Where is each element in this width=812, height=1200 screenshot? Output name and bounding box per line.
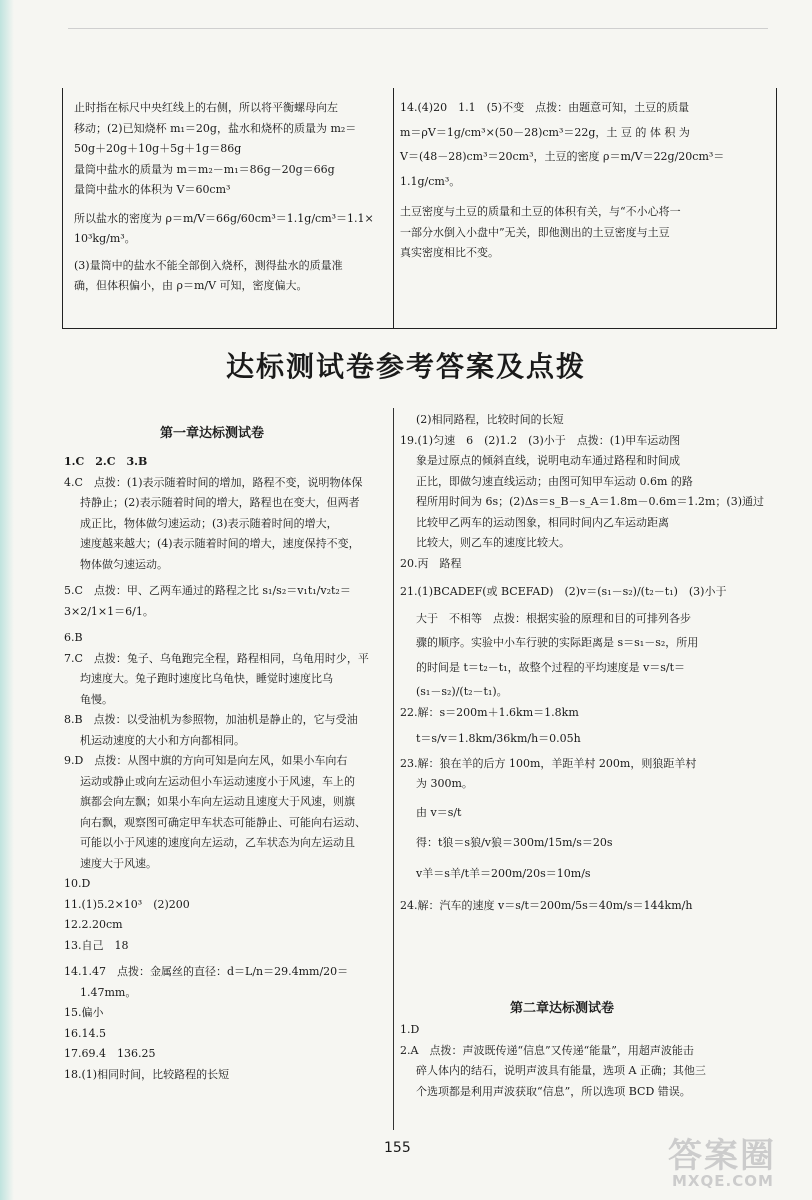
answer-line: 4.C 点拨：(1)表示随着时间的增加，路程不变，说明物体保 — [64, 475, 363, 489]
answer-line: 8.B 点拨：以受油机为参照物，加油机是静止的，它与受油 — [64, 713, 358, 726]
column-divider — [393, 408, 394, 1130]
chapter-2-answers — [400, 1020, 772, 1102]
answer-line: 17.69.4 136.25 — [64, 1047, 156, 1060]
answer-line: 骤的顺序。实验中小车行驶的实际距离是 s＝s₁－s₂，所用 — [416, 636, 699, 649]
text-line: 移动；(2)已知烧杯 m₁＝20g，盐水和烧杯的质量为 m₂＝ — [74, 121, 357, 135]
top-right-answers — [400, 98, 770, 264]
text-line: 所以盐水的密度为 ρ＝m/V＝66g/60cm³＝1.1g/cm³＝1.1× — [74, 211, 374, 225]
page-number: 155 — [384, 1140, 411, 1156]
answer-line: 由 v＝s/t — [416, 805, 462, 819]
answer-line: 19.(1)匀速 6 (2)1.2 (3)小于 点拨：(1)甲车运动图 — [400, 433, 681, 447]
text-line: 土豆密度与土豆的质量和土豆的体积有关，与“不小心将一 — [400, 205, 681, 218]
answer-line: 21.(1)BCADEF(或 BCEFAD) (2)v＝(s₁－s₂)/(t₂－t₁) (3)小于 — [400, 585, 727, 598]
answer-line: 24.解：汽车的速度 v＝s/t＝200m/5s＝40m/s＝144km/h — [400, 899, 693, 912]
answer-line: 5.C 点拨：甲、乙两车通过的路程之比 s₁/s₂＝v₁t₁/v₂t₂＝3×2/1×1＝6/1。 — [64, 584, 351, 618]
section-title-chapter-1: 第一章达标测试卷 — [160, 426, 265, 441]
answer-line: 正比，即做匀速直线运动；由图可知甲车运动 0.6m 的路 — [416, 474, 693, 488]
answer-line: 比较甲乙两车的运动图象，相同时间内乙车运动距离 — [416, 515, 669, 529]
answer-line: 均速度大。兔子跑时速度比乌龟快，睡觉时速度比乌 — [80, 672, 333, 685]
answer-line: 速度大于风速。 — [80, 856, 157, 870]
watermark-url: MXQE.COM — [672, 1172, 774, 1190]
answer-line: 旗都会向左飘；如果小车向左运动且速度大于风速，则旗 — [80, 795, 355, 808]
answer-line: 的时间是 t＝t₂－t₁，故整个过程的平均速度是 v＝s/t＝ — [416, 660, 686, 674]
answer-line: 2.A 点拨：声波既传递“信息”又传递“能量”，用超声波能击 — [400, 1043, 694, 1057]
answer-line: 23.解：狼在羊的后方 100m，羊距羊村 200m，则狼距羊村 — [400, 756, 697, 770]
section-title-chapter-2: 第二章达标测试卷 — [510, 1001, 615, 1016]
answer-line: 个选项都是利用声波获取“信息”，所以选项 BCD 错误。 — [416, 1084, 691, 1098]
chapter-1-answers-left — [64, 452, 384, 1085]
answer-line: 速度越来越大；(4)表示随着时间的增大，速度保持不变， — [80, 537, 360, 550]
answer-line: 13.自己 18 — [64, 938, 129, 952]
text-line: V＝(48－28)cm³＝20cm³，土豆的密度 ρ＝m/V＝22g/20cm³＝ — [400, 150, 725, 163]
answer-line: 1.D — [400, 1023, 420, 1036]
answer-line: 比较大，则乙车的速度比较大。 — [416, 536, 570, 549]
answer-line: 18.(1)相同时间，比较路程的长短 — [64, 1067, 230, 1081]
answer-line: (s₁－s₂)/(t₂－t₁)。 — [416, 685, 508, 698]
answer-line: 11.(1)5.2×10³ (2)200 — [64, 897, 190, 911]
answer-line: 机运动速度的大小和方向都相同。 — [80, 733, 245, 747]
answer-line: t＝s/v＝1.8km/36km/h＝0.05h — [416, 732, 581, 745]
text-line: m＝ρV＝1g/cm³×(50－28)cm³＝22g，土 豆 的 体 积 为 — [400, 125, 690, 139]
answer-line: 为 300m。 — [416, 777, 473, 790]
answer-line: 6.B — [64, 631, 83, 644]
text-line: 50g＋20g＋10g＋5g＋1g＝86g — [74, 142, 242, 155]
answer-line: 程所用时间为 6s；(2)Δs＝s_B－s_A＝1.8m－0.6m＝1.2m；(3)通过 — [416, 495, 764, 508]
answer-line: 16.14.5 — [64, 1026, 106, 1040]
answer-line: v羊＝s羊/t羊＝200m/20s＝10m/s — [416, 866, 591, 880]
answer-line: 持静止；(2)表示随着时间的增大，路程也在变大，但两者 — [80, 496, 360, 509]
answer-line: 得：t狼＝s狼/v狼＝300m/15m/s＝20s — [416, 836, 613, 849]
watermark-logo — [648, 1128, 808, 1194]
answer-line: 12.2.20cm — [64, 918, 123, 931]
top-rule — [68, 28, 768, 29]
answer-line: 象是过原点的倾斜直线，说明电动车通过路程和时间成 — [416, 454, 680, 467]
text-line: 止时指在标尺中央红线上的右侧，所以将平衡螺母向左 — [74, 101, 338, 114]
chapter-1-answers-right — [400, 410, 772, 917]
page-title: 达标测试卷参考答案及点拨 — [225, 350, 586, 383]
answer-line: 10.D — [64, 877, 91, 890]
answer-line: 可能以小于风速的速度向左运动，乙车状态为向左运动且 — [80, 836, 355, 849]
answer-line: 龟慢。 — [80, 692, 113, 706]
answer-line: 大于 不相等 点拨：根据实验的原理和目的可排列各步 — [416, 611, 691, 625]
answer-line: 9.D 点拨：从图中旗的方向可知是向左风，如果小车向右 — [64, 754, 348, 767]
answer-line: 20.丙 路程 — [400, 556, 462, 570]
text-line: 量筒中盐水的质量为 m＝m₂－m₁＝86g－20g＝66g — [74, 162, 335, 176]
text-line: 真实密度相比不变。 — [400, 246, 499, 259]
answer-line: 14.1.47 点拨：金属丝的直径：d＝L/n＝29.4mm/20＝ — [64, 965, 349, 978]
text-line: 量筒中盐水的体积为 V＝60cm³ — [74, 183, 231, 196]
answer-line: 1.C 2.C 3.B — [64, 455, 148, 468]
answer-line: 7.C 点拨：兔子、乌龟跑完全程，路程相同，乌龟用时少，平 — [64, 651, 369, 665]
text-line: 10³kg/m³。 — [74, 232, 136, 245]
text-line: 1.1g/cm³。 — [400, 174, 461, 188]
answer-line: 运动或静止或向左运动但小车运动速度小于风速，车上的 — [80, 774, 355, 788]
text-line: 确，但体积偏小，由 ρ＝m/V 可知，密度偏大。 — [74, 279, 308, 292]
answer-line: 成正比，物体做匀速运动；(3)表示随着时间的增大， — [80, 516, 338, 530]
text-line: (3)量筒中的盐水不能全部倒入烧杯，测得盐水的质量准 — [74, 258, 343, 272]
answer-line: (2)相同路程，比较时间的长短 — [416, 413, 564, 426]
answer-line: 1.47mm。 — [80, 985, 137, 999]
answer-line: 向右飘，观察图可确定甲车状态可能静止、可能向右运动、 — [80, 815, 366, 829]
watermark-text: 答案圈 — [668, 1136, 776, 1176]
answer-line: 22.解：s＝200m＋1.6km＝1.8km — [400, 705, 579, 719]
answer-line: 物体做匀速运动。 — [80, 557, 168, 571]
answer-line: 15.偏小 — [64, 1006, 104, 1019]
page-edge-tint — [0, 0, 14, 1200]
top-left-answers — [74, 98, 384, 297]
text-line: 一部分水倒入小盘中”无关，即他测出的土豆密度与土豆 — [400, 225, 670, 239]
text-line: 14.(4)20 1.1 (5)不变 点拨：由题意可知，土豆的质量 — [400, 101, 690, 114]
answer-line: 碎人体内的结石，说明声波具有能量，选项 A 正确；其他三 — [416, 1064, 706, 1077]
